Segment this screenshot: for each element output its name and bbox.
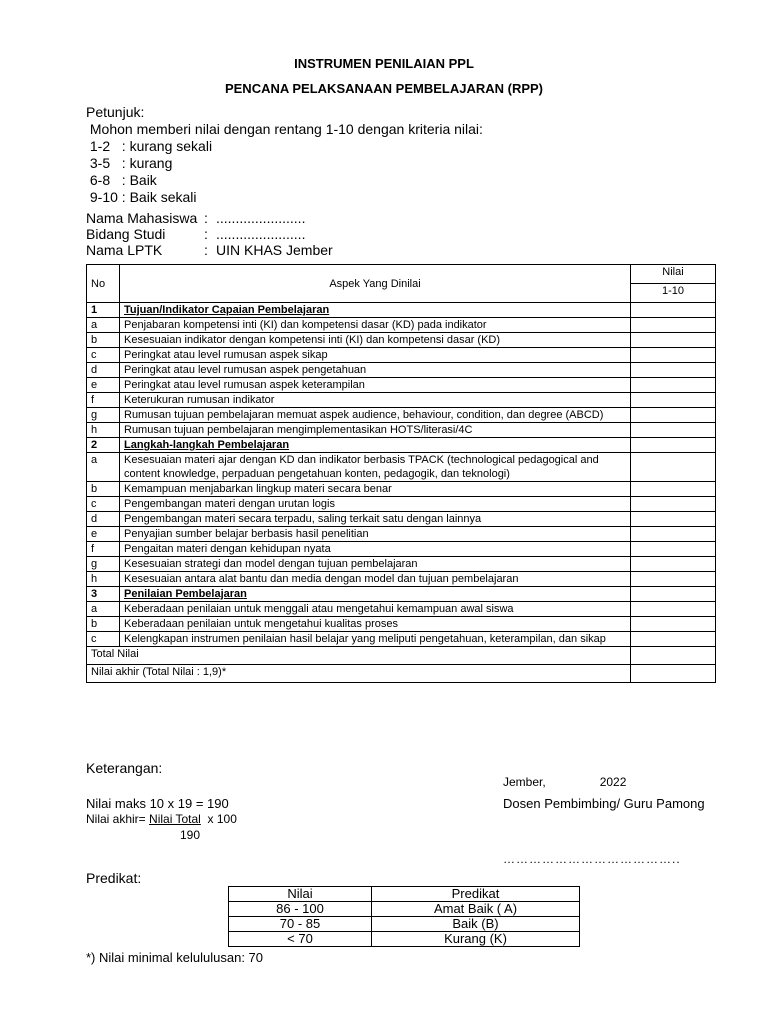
table-row [87,393,716,408]
row-score-cell[interactable] [631,408,716,423]
document-subtitle: PENCANA PELAKSANAAN PEMBELAJARAN (RPP) [224,81,544,96]
final-label: Nilai akhir (Total Nilai : 1,9)* [87,665,631,683]
table-row [229,932,580,947]
identity-row-institution [86,242,333,258]
table-row [87,363,716,378]
header-range: 1-10 [631,284,716,303]
final-score-formula [86,812,237,826]
row-no: a [87,453,120,482]
table-row [87,497,716,512]
identity-block [86,210,333,258]
row-aspect: Langkah-langkah Pembelajaran [120,438,631,453]
predikat-header-predikat: Predikat [372,887,580,902]
row-aspect: Keterukuran rumusan indikator [120,393,631,408]
identity-row-field [86,226,333,242]
predikat-range: 70 - 85 [229,917,372,932]
row-score-cell[interactable] [631,617,716,632]
identity-value: ....................... [216,226,306,242]
row-aspect: Penilaian Pembelajaran [120,587,631,602]
identity-key: Nama LPTK [86,242,163,258]
signature-year: 2022 [599,775,627,789]
signature-role: Dosen Pembimbing/ Guru Pamong [503,796,705,811]
row-score-cell[interactable] [631,423,716,438]
row-aspect: Kelengkapan instrumen penilaian hasil belajar yang meliputi pengetahuan, keterampilan, dan sikap [120,632,631,647]
table-row [87,423,716,438]
instructions-label: Petunjuk: [86,104,145,120]
row-aspect: Rumusan tujuan pembelajaran memuat aspek audience, behaviour, condition, dan degree (ABCD) [120,408,631,423]
predikat-table [228,886,580,947]
row-no: g [87,557,120,572]
row-score-cell[interactable] [631,393,716,408]
row-aspect: Kesesuaian materi ajar dengan KD dan indikator berbasis TPACK (technological pedagogical and content knowledge, perpaduan pengetahuan konten, pedagogik, dan teknologi) [120,453,631,482]
row-score-cell[interactable] [631,303,716,318]
row-score-cell[interactable] [631,318,716,333]
predikat-header-row [229,887,580,902]
section-row [87,587,716,602]
document-title: INSTRUMEN PENILAIAN PPL [294,56,474,71]
row-aspect: Pengembangan materi dengan urutan logis [120,497,631,512]
table-row [87,527,716,542]
table-row [87,572,716,587]
row-score-cell[interactable] [631,587,716,602]
predikat-grade: Kurang (K) [372,932,580,947]
row-no: a [87,318,120,333]
table-row [87,602,716,617]
formula-denominator: 190 [180,828,201,842]
summary-row [87,665,716,683]
signature-line: ………………………………….. [503,852,681,866]
row-no: e [87,378,120,393]
row-no: h [87,423,120,438]
table-header-row [87,265,716,284]
table-row [87,453,716,482]
notes-label: Keterangan: [86,760,163,776]
row-no: c [87,497,120,512]
row-aspect: Kemampuan menjabarkan lingkup materi secara benar [120,482,631,497]
row-no: d [87,512,120,527]
identity-colon: : [204,210,208,226]
row-score-cell[interactable] [631,438,716,453]
predikat-range: 86 - 100 [229,902,372,917]
row-score-cell[interactable] [631,453,716,482]
identity-key: Nama Mahasiswa [86,210,198,226]
table-row [87,378,716,393]
formula-suffix: x 100 [200,812,237,826]
instruction-line: Mohon memberi nilai dengan rentang 1-10 dengan kriteria nilai: [86,121,483,137]
table-row [87,482,716,497]
row-no: b [87,333,120,348]
identity-key: Bidang Studi [86,226,166,242]
row-no: 3 [87,587,120,602]
row-no: 1 [87,303,120,318]
summary-row [87,647,716,665]
formula-prefix: Nilai akhir= [86,812,150,826]
row-score-cell[interactable] [631,542,716,557]
identity-colon: : [204,226,208,242]
row-aspect: Kesesuaian strategi dan model dengan tujuan pembelajaran [120,557,631,572]
identity-colon: : [204,242,208,258]
table-row [229,902,580,917]
identity-row-student [86,210,333,226]
table-row [229,917,580,932]
row-aspect: Tujuan/Indikator Capaian Pembelajaran [120,303,631,318]
table-row [87,408,716,423]
row-no: c [87,632,120,647]
instruction-line: 6-8 : Baik [86,172,157,188]
row-score-cell[interactable] [631,602,716,617]
row-score-cell[interactable] [631,333,716,348]
row-aspect: Penjabaran kompetensi inti (KI) dan kompetensi dasar (KD) pada indikator [120,318,631,333]
row-no: h [87,572,120,587]
row-no: b [87,617,120,632]
summary-score-cell[interactable] [631,665,716,683]
table-row [87,348,716,363]
signature-place: Jember, [503,775,546,789]
table-row [87,617,716,632]
row-aspect: Peringkat atau level rumusan aspek sikap [120,348,631,363]
row-no: g [87,408,120,423]
row-score-cell[interactable] [631,557,716,572]
row-no: b [87,482,120,497]
footnote: *) Nilai minimal kelululusan: 70 [86,950,264,965]
row-aspect: Rumusan tujuan pembelajaran mengimplementasikan HOTS/literasi/4C [120,423,631,438]
total-label: Total Nilai [87,647,631,665]
identity-value: UIN KHAS Jember [216,242,333,258]
predikat-grade: Amat Baik ( A) [372,902,580,917]
row-aspect: Pengembangan materi secara terpadu, saling terkait satu dengan lainnya [120,512,631,527]
row-score-cell[interactable] [631,572,716,587]
row-score-cell[interactable] [631,363,716,378]
row-aspect: Keberadaan penilaian untuk menggali atau mengetahui kemampuan awal siswa [120,602,631,617]
row-no: f [87,393,120,408]
row-aspect: Kesesuaian antara alat bantu dan media dengan model dan tujuan pembelajaran [120,572,631,587]
identity-value: ....................... [216,210,306,226]
header-no: No [87,265,120,303]
row-score-cell[interactable] [631,348,716,363]
row-no: d [87,363,120,378]
row-aspect: Penyajian sumber belajar berbasis hasil penelitian [120,527,631,542]
row-aspect: Peringkat atau level rumusan aspek keterampilan [120,378,631,393]
signature-date [503,775,626,789]
table-row [87,557,716,572]
row-aspect: Keberadaan penilaian untuk mengetahui kualitas proses [120,617,631,632]
header-nilai: Nilai [631,265,716,284]
row-no: e [87,527,120,542]
table-row [87,318,716,333]
row-score-cell[interactable] [631,378,716,393]
formula-numerator: Nilai Total [149,812,201,826]
row-score-cell[interactable] [631,482,716,497]
predikat-label: Predikat: [86,870,142,886]
summary-score-cell[interactable] [631,647,716,665]
table-row [87,542,716,557]
row-score-cell[interactable] [631,497,716,512]
predikat-grade: Baik (B) [372,917,580,932]
section-row [87,303,716,318]
table-row [87,333,716,348]
row-no: f [87,542,120,557]
section-row [87,438,716,453]
table-row [87,512,716,527]
instructions [86,104,483,206]
predikat-range: < 70 [229,932,372,947]
row-score-cell[interactable] [631,512,716,527]
predikat-header-nilai: Nilai [229,887,372,902]
row-score-cell[interactable] [631,632,716,647]
row-no: a [87,602,120,617]
row-aspect: Pengaitan materi dengan kehidupan nyata [120,542,631,557]
header-aspek: Aspek Yang Dinilai [120,265,631,303]
row-no: 2 [87,438,120,453]
row-aspect: Peringkat atau level rumusan aspek pengetahuan [120,363,631,378]
table-row [87,632,716,647]
instruction-line: 1-2 : kurang sekali [86,138,213,154]
instruction-line: 3-5 : kurang [86,155,173,171]
instruction-line: 9-10 : Baik sekali [86,189,197,205]
assessment-table [86,264,716,683]
max-score-formula: Nilai maks 10 x 19 = 190 [86,796,229,811]
row-no: c [87,348,120,363]
row-aspect: Kesesuaian indikator dengan kompetensi inti (KI) dan kompetensi dasar (KD) [120,333,631,348]
row-score-cell[interactable] [631,527,716,542]
